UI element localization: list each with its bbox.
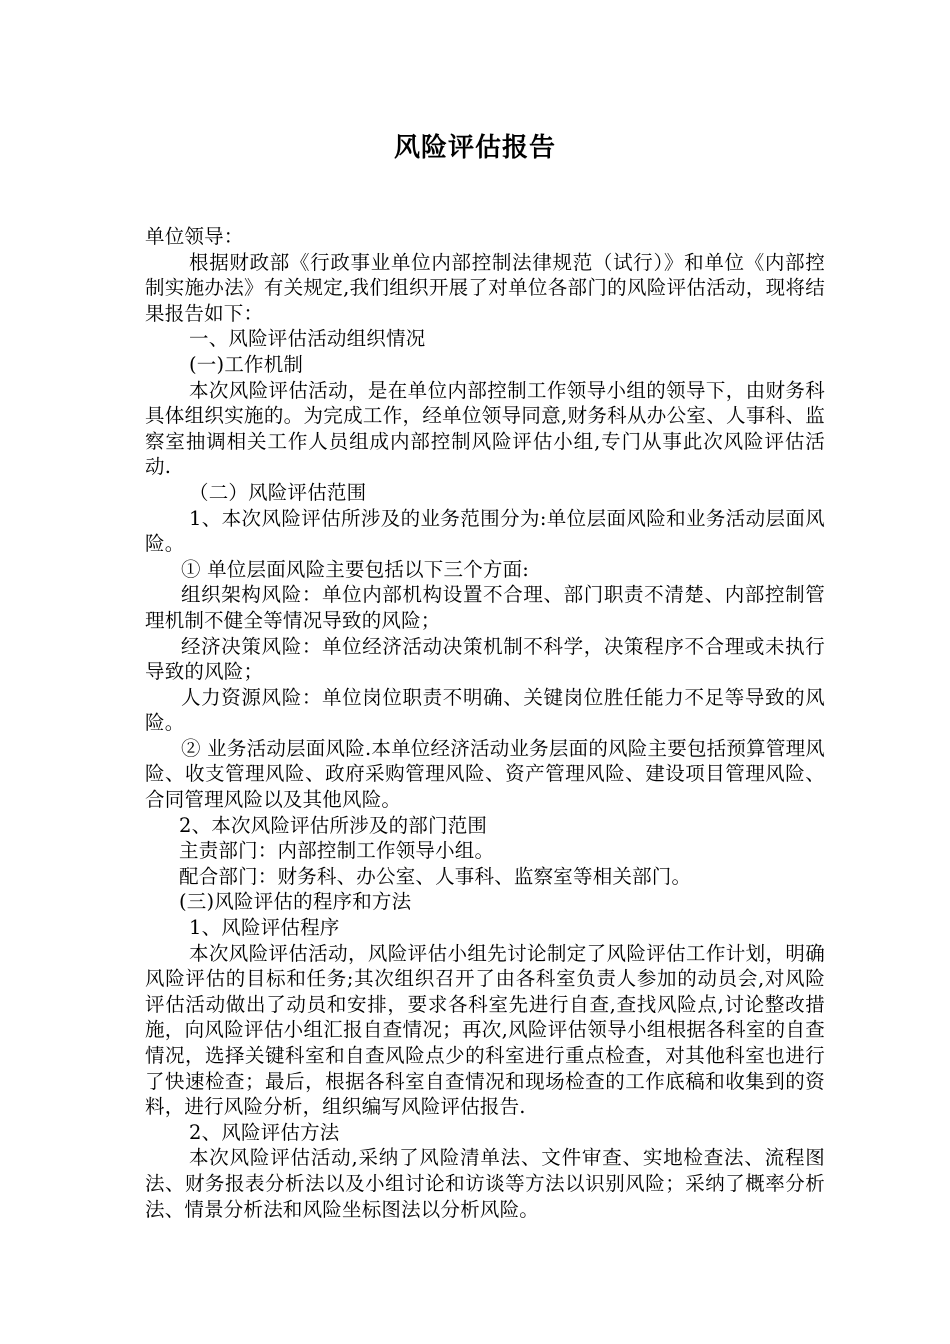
method-heading: 2、风险评估方法 [189, 1120, 340, 1144]
document-body [145, 224, 825, 1222]
work-mechanism-paragraph: 本次风险评估活动，是在单位内部控制工作领导小组的领导下，由财务科具体组织实施的。为完成工作，经单位领导同意,财务科从办公室、人事科、监察室抽调相关工作人员组成内部控制风险评估小组,专门从事此次风险评估活动. [145, 378, 825, 479]
section-heading-1: 一、风险评估活动组织情况 [189, 327, 426, 351]
scope-paragraph: 1、本次风险评估所涉及的业务范围分为:单位层面风险和业务活动层面风险。 [145, 506, 825, 556]
intro-paragraph: 根据财政部《行政事业单位内部控制法律规范（试行）》和单位《内部控制实施办法》有关规定,我们组织开展了对单位各部门的风险评估活动，现将结果报告如下： [145, 250, 825, 325]
subsection-heading-2: （二）风险评估范围 [189, 480, 367, 504]
lead-department-line: 主责部门：内部控制工作领导小组。 [179, 839, 495, 863]
department-scope-heading: 2、本次风险评估所涉及的部门范围 [179, 813, 488, 837]
method-paragraph: 本次风险评估活动,采纳了风险清单法、文件审查、实地检查法、流程图法、财务报表分析法以及小组讨论和访谈等方法以识别风险；采纳了概率分析法、情景分析法和风险坐标图法以分析风险。 [145, 1146, 825, 1221]
subsection-heading-1: (一)工作机制 [189, 352, 304, 376]
human-resource-risk-paragraph: 人力资源风险：单位岗位职责不明确、关键岗位胜任能力不足等导致的风险。 [145, 685, 825, 735]
subsection-heading-3: (三)风险评估的程序和方法 [179, 890, 412, 914]
unit-level-risk-heading: ① 单位层面风险主要包括以下三个方面: [181, 557, 530, 581]
economic-decision-risk-paragraph: 经济决策风险：单位经济活动决策机制不科学，决策程序不合理或未执行导致的风险； [145, 634, 825, 684]
procedure-paragraph: 本次风险评估活动，风险评估小组先讨论制定了风险评估工作计划，明确风险评估的目标和任务;其次组织召开了由各科室负责人参加的动员会,对风险评估活动做出了动员和安排，要求各科室先进行自查,查找风险点,讨论整改措施，向风险评估小组汇报自查情况；再次,风险评估领导小组根据各科室的自查情况，选择关键科室和自查风险点少的科室进行重点检查，对其他科室也进行了快速检查；最后，根据各科室自查情况和现场检查的工作底稿和收集到的资料，进行风险分析，组织编写风险评估报告. [145, 941, 825, 1119]
supporting-department-line: 配合部门：财务科、办公室、人事科、监察室等相关部门。 [179, 864, 692, 888]
procedure-heading: 1、风险评估程序 [189, 916, 340, 940]
document-title: 风险评估报告 [393, 133, 556, 163]
business-level-risk-paragraph: ② 业务活动层面风险.本单位经济活动业务层面的风险主要包括预算管理风险、收支管理风险、政府采购管理风险、资产管理风险、建设项目管理风险、合同管理风险以及其他风险。 [145, 736, 825, 812]
salutation: 单位领导： [145, 225, 244, 248]
org-structure-risk-paragraph: 组织架构风险：单位内部机构设置不合理、部门职责不清楚、内部控制管理机制不健全等情况导致的风险； [145, 583, 825, 632]
